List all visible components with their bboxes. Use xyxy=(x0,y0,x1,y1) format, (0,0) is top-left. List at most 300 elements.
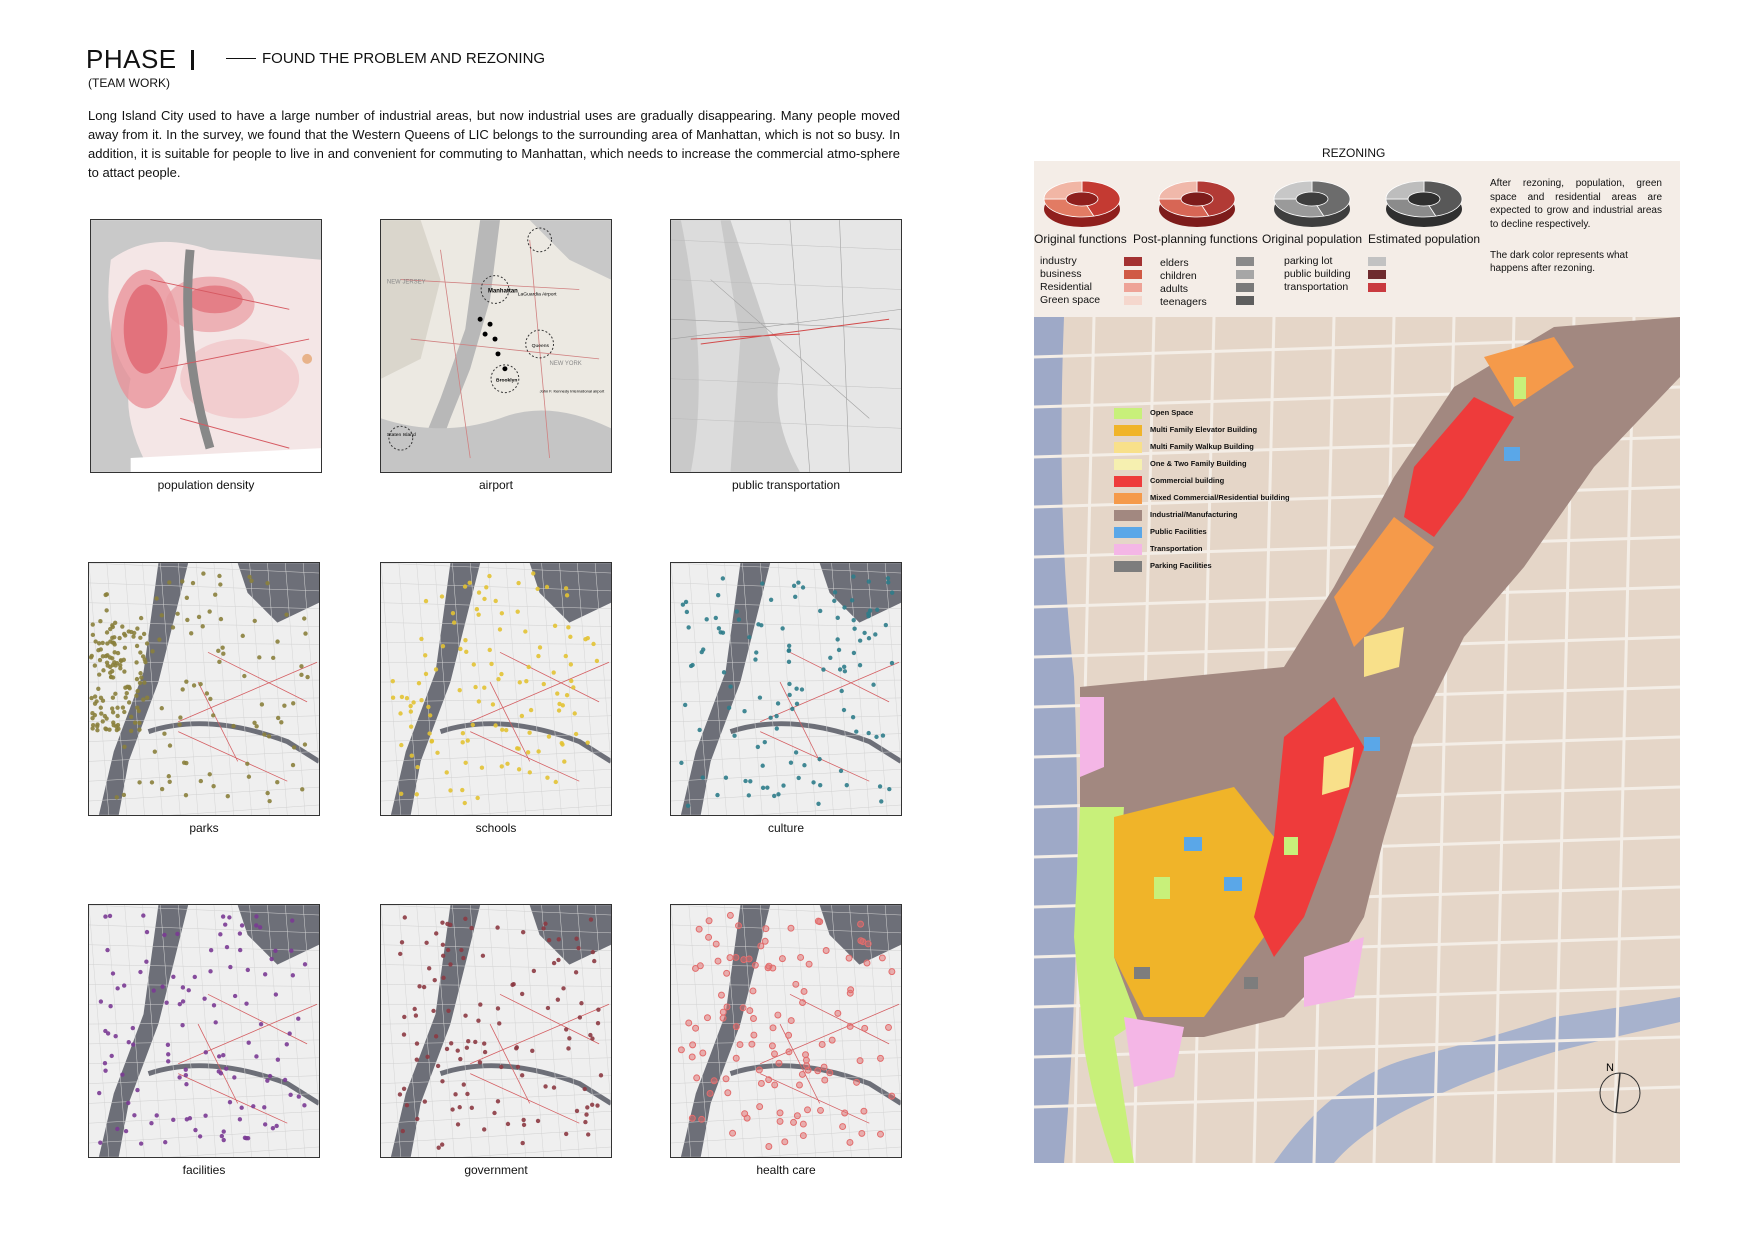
map-point xyxy=(743,779,747,783)
map-point xyxy=(97,641,101,645)
map-point xyxy=(487,574,491,578)
map-point xyxy=(553,624,557,628)
map-point xyxy=(889,969,895,975)
map-point xyxy=(111,710,115,714)
map-point xyxy=(538,645,542,649)
map-point xyxy=(504,728,508,732)
map-point xyxy=(552,1085,556,1089)
map-point xyxy=(685,610,689,614)
map-point xyxy=(542,682,546,686)
map-point xyxy=(569,679,573,683)
map-point xyxy=(496,1006,500,1010)
map-point xyxy=(776,792,780,796)
map-point xyxy=(706,918,712,924)
map-point xyxy=(766,1077,772,1083)
map-point xyxy=(166,1059,170,1063)
legend-item: adults xyxy=(1160,283,1189,295)
zoning-label: Mixed Commercial/Residential building xyxy=(1150,493,1290,502)
map-point xyxy=(735,609,739,613)
map-point xyxy=(138,681,142,685)
map-point xyxy=(697,728,701,732)
map-point xyxy=(245,762,249,766)
map-point xyxy=(460,788,464,792)
map-point xyxy=(423,1099,427,1103)
map-point xyxy=(198,1134,202,1138)
map-point xyxy=(492,1111,496,1115)
map-point xyxy=(495,925,499,929)
map-point xyxy=(464,650,468,654)
airport-label-jfk: John F. Kennedy International airport xyxy=(539,388,605,394)
map-point xyxy=(135,705,139,709)
map-point xyxy=(725,1090,731,1096)
map-point xyxy=(500,728,504,732)
map-point xyxy=(862,631,866,635)
map-point xyxy=(217,1054,221,1058)
zoning-swatch xyxy=(1114,408,1142,419)
map-point xyxy=(123,633,127,637)
map-point xyxy=(689,1115,695,1121)
map-point xyxy=(228,965,232,969)
map-point xyxy=(788,1018,794,1024)
map-point xyxy=(566,625,570,629)
map-point xyxy=(867,636,871,640)
map-point xyxy=(218,582,222,586)
map-point xyxy=(228,1100,232,1104)
map-point xyxy=(211,784,215,788)
legend-swatch xyxy=(1368,257,1386,266)
map-point xyxy=(263,972,267,976)
map-point xyxy=(209,948,213,952)
map-point xyxy=(171,975,175,979)
map-point xyxy=(799,1071,805,1077)
map-point xyxy=(302,1103,306,1107)
map-point xyxy=(152,988,156,992)
map-point xyxy=(717,626,721,630)
map-point xyxy=(96,687,100,691)
map-point xyxy=(95,728,99,732)
map-point xyxy=(101,668,105,672)
map-point xyxy=(247,575,251,579)
map-point xyxy=(217,574,221,578)
map-point xyxy=(500,611,504,615)
map-point xyxy=(212,1003,216,1007)
map-point xyxy=(222,1129,226,1133)
map-point xyxy=(167,580,171,584)
map-point xyxy=(574,732,578,736)
map-point xyxy=(91,622,95,626)
map-point xyxy=(592,959,596,963)
map-point xyxy=(493,723,497,727)
map-point xyxy=(458,1105,462,1109)
map-point xyxy=(889,1093,895,1099)
map-point xyxy=(217,660,221,664)
map-point xyxy=(596,1008,600,1012)
map-point xyxy=(574,970,578,974)
map-point xyxy=(285,1042,289,1046)
ring-label-original-functions: Original functions xyxy=(1034,232,1127,246)
phase-label: PHASE xyxy=(86,44,177,74)
map-point xyxy=(854,1079,860,1085)
map-point xyxy=(536,749,540,753)
map-point xyxy=(521,930,525,934)
title-divider xyxy=(191,50,194,70)
map-point xyxy=(415,792,419,796)
map-point xyxy=(475,607,479,611)
team-note: (TEAM WORK) xyxy=(88,76,170,90)
map-point xyxy=(463,584,467,588)
map-point xyxy=(536,654,540,658)
map-point xyxy=(423,653,427,657)
caption-schools: schools xyxy=(475,821,517,835)
map-point xyxy=(110,1054,114,1058)
map-point xyxy=(770,1025,776,1031)
map-point xyxy=(218,932,222,936)
map-point xyxy=(775,726,779,730)
map-point xyxy=(164,1000,168,1004)
map-point xyxy=(103,1061,107,1065)
map-point xyxy=(114,724,118,728)
map-point xyxy=(127,1040,131,1044)
intro-paragraph: Long Island City used to have a large number of industrial areas, but now industrial uses are gradually disappearing. Many people moved away from it. In the survey, we found that the Western Queens of LIC belongs to the surrounding area of Manhattan, which is not so busy. In addition, it is suitable for people to live in and convenient for commuting to Manhattan, which needs to increase the commercial atmo-sphere to attact people. xyxy=(88,108,900,180)
map-point xyxy=(795,702,799,706)
map-point xyxy=(276,716,280,720)
map-point xyxy=(115,986,119,990)
map-point xyxy=(752,962,758,968)
map-point xyxy=(847,990,853,996)
map-point xyxy=(794,687,798,691)
map-point xyxy=(823,948,829,954)
map-point xyxy=(579,1001,583,1005)
map-point xyxy=(585,1105,589,1109)
map-point xyxy=(480,766,484,770)
map-point xyxy=(163,1140,167,1144)
map-point xyxy=(203,1113,207,1117)
map-point xyxy=(184,793,188,797)
caption-public-transportation: public transportation xyxy=(731,478,841,492)
map-point xyxy=(575,1109,579,1113)
map-point xyxy=(289,949,293,953)
map-point xyxy=(145,641,149,645)
zoning-label: Multi Family Walkup Building xyxy=(1150,442,1254,451)
map-point xyxy=(433,978,437,982)
map-point xyxy=(573,711,577,715)
map-point xyxy=(273,949,277,953)
map-point xyxy=(427,966,431,970)
map-point xyxy=(123,646,127,650)
map-point xyxy=(541,926,545,930)
map-point xyxy=(777,1110,783,1116)
map-point xyxy=(117,636,121,640)
map-point xyxy=(801,988,807,994)
map-point xyxy=(781,783,785,787)
map-point xyxy=(850,598,854,602)
map-point xyxy=(405,1103,409,1107)
map-point xyxy=(131,1042,135,1046)
map-point xyxy=(520,714,524,718)
schools-dot-map xyxy=(381,563,611,815)
ring-chart-estimated-population xyxy=(1382,173,1466,229)
map-point xyxy=(779,956,785,962)
map-point xyxy=(247,775,251,779)
map-point xyxy=(595,1103,599,1107)
map-point xyxy=(797,1082,803,1088)
map-point xyxy=(138,671,142,675)
map-point xyxy=(191,581,195,585)
map-point xyxy=(476,1019,480,1023)
map-point xyxy=(197,615,201,619)
map-point xyxy=(131,634,135,638)
map-point xyxy=(761,786,765,790)
map-point xyxy=(282,703,286,707)
map-point xyxy=(701,775,705,779)
map-point xyxy=(756,622,760,626)
map-point xyxy=(481,954,485,958)
map-point xyxy=(168,743,172,747)
map-point xyxy=(583,637,587,641)
legend-item: elders xyxy=(1160,257,1189,269)
map-point xyxy=(740,1005,746,1011)
map-point xyxy=(135,1088,139,1092)
map-point xyxy=(524,679,528,683)
legend-item: public building xyxy=(1284,268,1351,280)
map-point xyxy=(108,1004,112,1008)
map-point xyxy=(772,1051,778,1057)
map-point xyxy=(112,642,116,646)
map-point xyxy=(221,652,225,656)
legend-swatch xyxy=(1368,283,1386,292)
map-point xyxy=(135,626,139,630)
map-point xyxy=(185,1117,189,1121)
map-point xyxy=(584,1112,588,1116)
map-population-density xyxy=(90,219,322,473)
culture-dot-map xyxy=(671,563,901,815)
map-point xyxy=(588,1033,592,1037)
legend-item: parking lot xyxy=(1284,255,1333,267)
map-point xyxy=(736,923,742,929)
map-point xyxy=(527,731,531,735)
map-point xyxy=(110,623,114,627)
map-point xyxy=(684,600,688,604)
map-point xyxy=(520,1141,524,1145)
map-point xyxy=(471,723,475,727)
map-point xyxy=(468,581,472,585)
map-point xyxy=(208,697,212,701)
map-point xyxy=(157,637,161,641)
map-point xyxy=(441,644,445,648)
map-point xyxy=(817,757,821,761)
map-point xyxy=(415,1041,419,1045)
map-parks xyxy=(88,562,320,816)
map-point xyxy=(554,780,558,784)
map-point xyxy=(126,1101,130,1105)
map-point xyxy=(557,937,561,941)
map-point xyxy=(815,1068,821,1074)
map-point xyxy=(591,642,595,646)
map-point xyxy=(787,644,791,648)
map-point xyxy=(818,1107,824,1113)
map-point xyxy=(875,608,879,612)
map-point xyxy=(791,1119,797,1125)
map-point xyxy=(765,965,771,971)
map-facilities xyxy=(88,904,320,1158)
zoning-swatch xyxy=(1114,510,1142,521)
zoning-label: Commercial building xyxy=(1150,476,1225,485)
map-point xyxy=(470,1106,474,1110)
map-point xyxy=(131,1026,135,1030)
map-point xyxy=(878,1131,884,1137)
map-point xyxy=(201,571,205,575)
map-point xyxy=(302,616,306,620)
map-point xyxy=(461,956,465,960)
legend-item: Residential xyxy=(1040,281,1092,293)
map-point xyxy=(177,722,181,726)
map-point xyxy=(852,651,856,655)
map-point xyxy=(590,1103,594,1107)
map-point xyxy=(132,1113,136,1117)
map-point xyxy=(204,1050,208,1054)
map-point xyxy=(794,1113,800,1119)
map-point xyxy=(155,1113,159,1117)
map-point xyxy=(238,1117,242,1121)
map-point xyxy=(300,787,304,791)
map-point xyxy=(837,648,841,652)
map-point xyxy=(303,631,307,635)
map-point xyxy=(689,1054,695,1060)
map-point xyxy=(139,675,143,679)
map-point xyxy=(591,950,595,954)
map-point xyxy=(105,641,109,645)
zoning-swatch xyxy=(1114,561,1142,572)
map-point xyxy=(107,727,111,731)
map-point xyxy=(714,616,718,620)
map-point xyxy=(291,763,295,767)
map-point xyxy=(861,1108,867,1114)
legend-item: Green space xyxy=(1040,294,1101,306)
map-point xyxy=(851,715,855,719)
map-point xyxy=(227,915,231,919)
map-point xyxy=(284,612,288,616)
map-point xyxy=(515,746,519,750)
map-point xyxy=(231,724,235,728)
map-point xyxy=(265,791,269,795)
map-point xyxy=(166,1043,170,1047)
transit-map xyxy=(671,220,901,472)
rezoning-map xyxy=(1034,317,1680,1163)
map-point xyxy=(862,1025,868,1031)
map-point xyxy=(129,715,133,719)
map-point xyxy=(269,957,273,961)
map-point xyxy=(221,914,225,918)
map-point xyxy=(516,581,520,585)
map-point xyxy=(595,659,599,663)
map-point xyxy=(879,799,883,803)
map-point xyxy=(419,698,423,702)
map-point xyxy=(408,704,412,708)
map-point xyxy=(99,999,103,1003)
map-point xyxy=(753,657,757,661)
page-subtitle: FOUND THE PROBLEM AND REZONING xyxy=(226,50,545,67)
map-point xyxy=(113,1034,117,1038)
map-point xyxy=(98,1141,102,1145)
map-point xyxy=(139,616,143,620)
map-point xyxy=(478,1060,482,1064)
map-point xyxy=(451,611,455,615)
map-point xyxy=(845,783,849,787)
map-point xyxy=(139,1141,143,1145)
map-point xyxy=(858,921,864,927)
map-point xyxy=(177,1075,181,1079)
map-point xyxy=(213,593,217,597)
map-point xyxy=(586,1132,590,1136)
map-point xyxy=(391,679,395,683)
map-point xyxy=(705,1015,711,1021)
map-culture xyxy=(670,562,902,816)
map-point xyxy=(409,709,413,713)
map-point xyxy=(97,1091,101,1095)
map-point xyxy=(700,1050,706,1056)
map-point xyxy=(122,983,126,987)
map-point xyxy=(818,609,822,613)
map-point xyxy=(556,997,560,1001)
map-health-care xyxy=(670,904,902,1158)
map-point xyxy=(150,780,154,784)
map-point xyxy=(794,750,798,754)
map-point xyxy=(686,804,690,808)
rezoning-note: After rezoning, population, green space and residential areas are expected to grow and industrial areas to decline respectively. xyxy=(1490,178,1662,230)
map-point xyxy=(756,1067,762,1073)
map-point xyxy=(96,648,100,652)
map-point xyxy=(125,691,129,695)
map-point xyxy=(162,732,166,736)
government-dot-map xyxy=(381,905,611,1157)
map-point xyxy=(586,740,590,744)
map-point xyxy=(417,984,421,988)
map-point xyxy=(137,721,141,725)
airport-map xyxy=(381,220,611,472)
map-point xyxy=(858,663,862,667)
map-point xyxy=(187,988,191,992)
map-point xyxy=(129,630,133,634)
map-point xyxy=(198,682,202,686)
rezoning-title: REZONING xyxy=(1322,146,1386,160)
map-point xyxy=(583,1087,587,1091)
legend-item: business xyxy=(1040,268,1082,280)
map-point xyxy=(531,571,535,575)
map-point xyxy=(796,580,800,584)
map-point xyxy=(822,1077,828,1083)
map-point xyxy=(871,683,875,687)
map-point xyxy=(867,579,871,583)
map-point xyxy=(166,1052,170,1056)
map-point xyxy=(93,663,97,667)
map-point xyxy=(463,761,467,765)
map-point xyxy=(463,917,467,921)
map-point xyxy=(886,576,890,580)
map-point xyxy=(127,700,131,704)
map-point xyxy=(175,932,179,936)
zoning-swatch xyxy=(1114,527,1142,538)
map-point xyxy=(452,620,456,624)
map-point xyxy=(500,764,504,768)
map-point xyxy=(686,625,690,629)
map-point xyxy=(398,711,402,715)
map-point xyxy=(476,612,480,616)
caption-government: government xyxy=(464,1163,528,1177)
map-point xyxy=(523,629,527,633)
map-point xyxy=(477,699,481,703)
map-point xyxy=(835,1010,841,1016)
map-point xyxy=(135,677,139,681)
